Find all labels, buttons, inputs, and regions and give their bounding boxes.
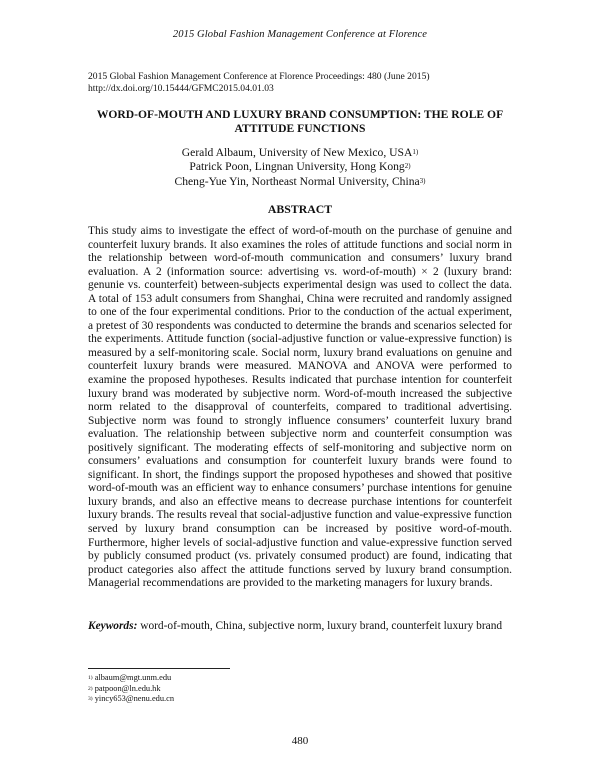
footnote-item: $^{1)}$ albaum@mgt.unm.edu (88, 673, 172, 682)
abstract-heading: ABSTRACT (267, 202, 333, 216)
author-line: Gerald Albaum, University of New Mexico, USA$^{1)}$ (181, 146, 419, 159)
author-email[interactable]: yincy653@nenu.edu.cn (94, 694, 175, 703)
proceedings-citation: 2015 Global Fashion Management Conference at Florence Proceedings: 480 (June 2015) (88, 71, 430, 82)
keywords-label: Keywords: (88, 620, 138, 632)
footnote-item: $^{2)}$ patpoon@ln.edu.hk (88, 683, 161, 693)
author-email[interactable]: albaum@mgt.unm.edu (94, 673, 172, 682)
keywords (88, 619, 512, 633)
abstract-body: This study aims to investigate the effect of word-of-mouth on the purchase of genuine and counterfeit luxury brands. It also examines the roles of attitude functions and social norm in the relationship between word-of-mouth communication and consumers’ luxury brand evaluation. A 2 (information source: advertising vs. word-of-mouth) × 2 (luxury brand: genunie vs. counterfeit) between-subjects experimental design was used to collect the data. A total of 153 adult consumers from Shanghai, China were recruited and randomly assigned to one of the four experimental conditions. Prior to the conduction of the actual experiment, a pretest of 30 respondents was conducted to determine the brands and scenarios selected for the experiments. Attitude function (social-adjustive function or value-expressive function) is measured by a self-monitoring scale. Social norm, luxury brand evaluations on genuine and counterfeit luxury brands were measured. MANOVA and ANOVA were performed to examine the proposed hypotheses. Results indicated that purchase intention for counterfeit luxury brand was moderated by subjective norm. Word-of-mouth increased the subjective norm related to the disapproval of counterfeits, compared to traditional advertising. Subjective norm was found to strongly influence consumers’ counterfeit luxury brand evaluation. The relationship between subjective norm and counterfeit consumption was positively significant. The moderating effects of self-monitoring and subjective norm on consumers’ evaluations and consumption for counterfeit luxury brands were found to significant. In short, the findings support the proposed hypotheses and showed that positive word-of-mouth was an efficient way to enhance consumers’ purchase intentions for genuine luxury brands, and also an effective means to decrease purchase intentions for counterfeit luxury brands. The results reveal that social-adjustive function and value-expressive function served by luxury brand consumption can be increased by positive word-of-mouth. Furthermore, higher levels of social-adjustive function and value-expressive function served by publicly consumed product (vs. privately consumed product) are found, indicating that product categories also affect the attitude functions served by luxury brand consumption. Managerial recommendations are provided to the marketing managers for luxury brands. (88, 225, 512, 590)
affiliation-mark: 1) (412, 148, 419, 156)
author-line: Patrick Poon, Lingnan University, Hong Kong$^{2)}$ (189, 160, 411, 174)
affiliation-mark: 2) (404, 162, 411, 171)
publication-info (88, 71, 430, 95)
author-list (0, 146, 600, 189)
paper-title-line-2: ATTITUDE FUNCTIONS (234, 122, 366, 135)
doi-link[interactable]: http://dx.doi.org/10.15444/GFMC2015.04.01.03 (88, 83, 274, 94)
affiliation-mark: 3) (419, 176, 426, 185)
author-line: Cheng-Yue Yin, Northeast Normal University, China$^{3)}$ (174, 174, 426, 188)
paper-title-line-1: WORD-OF-MOUTH AND LUXURY BRAND CONSUMPTION: THE ROLE OF (96, 108, 504, 121)
keywords-text: word-of-mouth, China, subjective norm, luxury brand, counterfeit luxury brand (140, 620, 503, 632)
footnote-item: $^{3)}$ yincy653@nenu.edu.cn (88, 694, 175, 703)
footnote-divider (88, 668, 230, 669)
running-header: 2015 Global Fashion Management Conference at Florence (172, 29, 428, 40)
author-email[interactable]: patpoon@ln.edu.hk (94, 683, 161, 693)
paper-title (60, 108, 540, 136)
footnotes (88, 673, 174, 705)
page-number: 480 (291, 735, 309, 747)
